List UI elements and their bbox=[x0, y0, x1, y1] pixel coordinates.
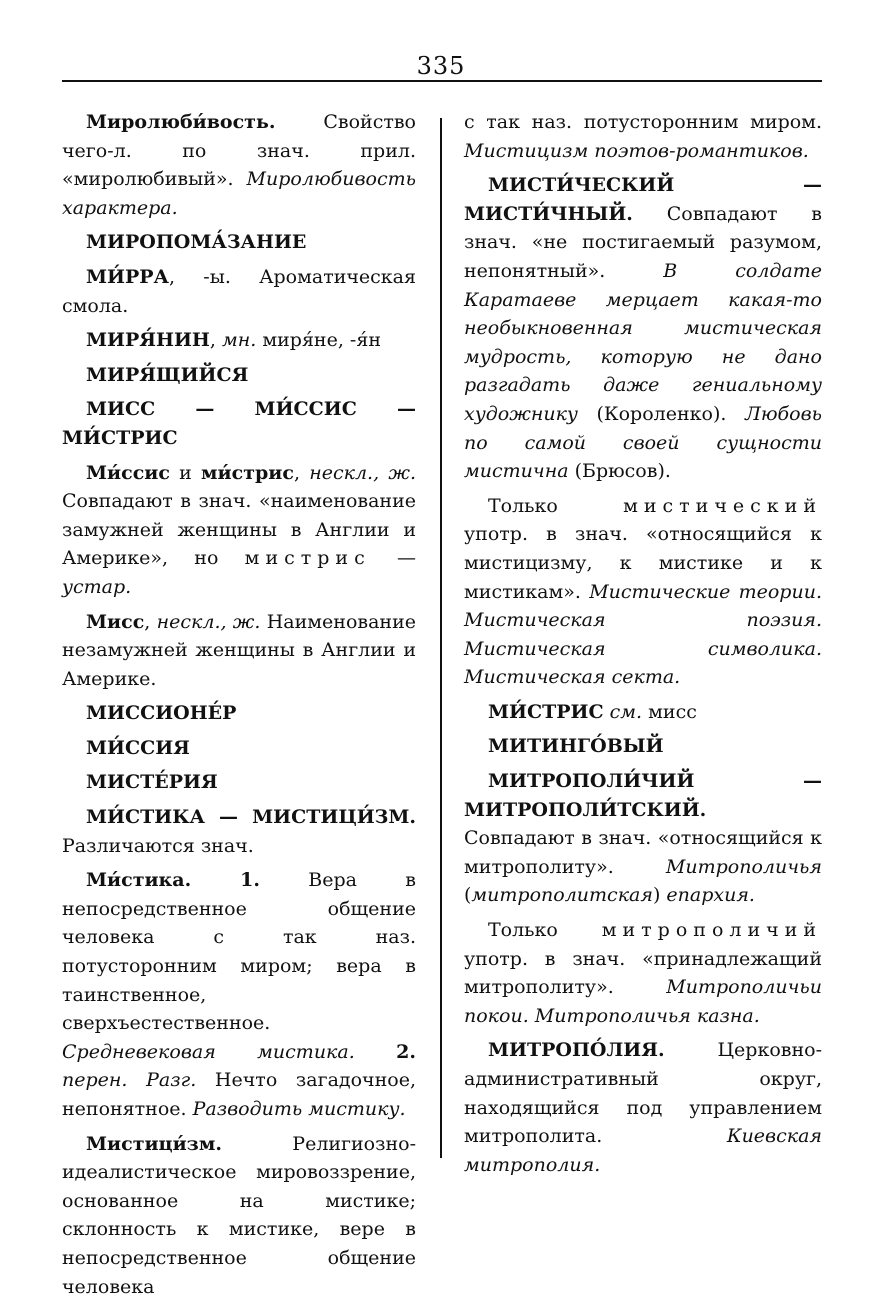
headword: МИ́СТИКА — МИСТИЦИ́ЗМ. bbox=[86, 806, 416, 829]
dictionary-entry bbox=[464, 492, 822, 692]
headword: МИРЯ́НИН bbox=[86, 329, 210, 352]
definition-text: Совпадают в знач. «не постигаемый разумом, непонятный». bbox=[464, 202, 822, 282]
headword: ми́стрис bbox=[201, 461, 294, 484]
dictionary-entry bbox=[62, 699, 416, 728]
definition-text: , bbox=[144, 610, 157, 633]
column-divider bbox=[440, 118, 442, 1158]
headword: МИ́ССИЯ bbox=[86, 736, 190, 759]
headword: МИРОПОМА́ЗАНИЕ bbox=[86, 231, 307, 254]
dictionary-entry bbox=[62, 768, 416, 797]
example-text: Киевская митрополия. bbox=[464, 1125, 822, 1176]
definition-text: (Короленко). bbox=[577, 402, 745, 425]
headword: МИТИНГО́ВЫЙ bbox=[488, 735, 664, 758]
header-rule bbox=[62, 80, 822, 82]
dictionary-entry bbox=[62, 803, 416, 860]
spaced-word: мистрис bbox=[244, 547, 371, 570]
page-number: 335 bbox=[416, 52, 466, 80]
dictionary-entry bbox=[62, 108, 416, 222]
headword: МИСТИ́ЧЕСКИЙ — МИСТИ́ЧНЫЙ. bbox=[464, 174, 822, 225]
headword: Мисс bbox=[86, 610, 145, 633]
example-text: см. bbox=[609, 700, 643, 723]
dictionary-entry bbox=[62, 608, 416, 694]
example-text: Любовь по самой своей сущности мистична bbox=[464, 402, 822, 483]
definition-text: Различаются знач. bbox=[62, 834, 254, 857]
dictionary-entry bbox=[62, 734, 416, 763]
dictionary-entry bbox=[62, 361, 416, 390]
example-text: перен. Разг. bbox=[62, 1069, 197, 1092]
headword: Ми́ссис bbox=[86, 461, 170, 484]
definition-text: мисс bbox=[642, 700, 697, 723]
dictionary-entry bbox=[464, 732, 822, 761]
definition-text: ) bbox=[652, 884, 667, 907]
right-column bbox=[464, 108, 822, 1185]
dictionary-entry bbox=[464, 767, 822, 910]
headword: МИ́РРА bbox=[86, 265, 170, 288]
dictionary-entry bbox=[62, 1130, 416, 1302]
dictionary-entry bbox=[62, 459, 416, 602]
headword: Мистици́зм. bbox=[86, 1132, 222, 1155]
definition-text: , bbox=[209, 329, 222, 352]
headword: МИТРОПО́ЛИЯ. bbox=[488, 1039, 665, 1062]
example-text: Разводить мистику. bbox=[192, 1098, 406, 1120]
example-text: Мистицизм поэтов-романтиков. bbox=[464, 139, 809, 162]
definition-text: употр. в знач. «принадлежащий митрополиту». bbox=[464, 947, 822, 999]
headword: МИ́СТРИС bbox=[488, 700, 604, 723]
example-text: нескл., ж. bbox=[309, 461, 416, 484]
spaced-word: митрополичий bbox=[601, 919, 822, 942]
definition-text: (Брюсов). bbox=[568, 460, 671, 483]
example-text: Миролюбивость характера. bbox=[62, 168, 416, 219]
dictionary-entry bbox=[62, 263, 416, 320]
definition-text: с так наз. потусторонним миром. bbox=[464, 111, 822, 133]
dictionary-entry bbox=[62, 228, 416, 257]
example-text: Митрополичьи покои. Митрополичья казна. bbox=[464, 976, 822, 1027]
dictionary-entry bbox=[464, 1036, 822, 1179]
definition-text: Совпадают в знач. «наименование замужней женщины в Англии и Америке», но bbox=[62, 490, 416, 570]
definition-text bbox=[355, 1041, 396, 1063]
dictionary-entry bbox=[62, 866, 416, 1123]
definition-text: , -ы. Ароматическая смола. bbox=[62, 265, 416, 317]
example-text: мн. bbox=[221, 329, 257, 352]
dictionary-entry bbox=[62, 395, 416, 452]
definition-text: Совпадают в знач. «относящийся к митрополиту». bbox=[464, 827, 822, 878]
definition-text: Только bbox=[488, 919, 602, 942]
definition-text: Вера в непосредственное общение человека с так наз. потусторонним миром; вера в таинственное, сверхъестественное. bbox=[62, 869, 416, 1035]
dictionary-entry bbox=[62, 326, 416, 355]
headword: МИТРОПОЛИ́ЧИЙ — МИТРОПОЛИ́ТСКИЙ. bbox=[464, 770, 822, 821]
definition-text: Наименование незамужней женщины в Англии и Америке. bbox=[62, 610, 416, 690]
example-text: Митрополичья bbox=[665, 855, 822, 878]
definition-text: Нечто загадочное, непонятное. bbox=[62, 1069, 416, 1120]
headword: МИРЯ́ЩИЙСЯ bbox=[86, 363, 249, 386]
headword: МИССИОНЕ́Р bbox=[86, 702, 237, 725]
dictionary-entry bbox=[464, 171, 822, 486]
headword: Миролюби́вость. bbox=[86, 111, 276, 133]
headword: 2. bbox=[396, 1040, 417, 1063]
definition-text: и bbox=[169, 461, 202, 484]
definition-text: ( bbox=[464, 884, 472, 907]
definition-text: Свойство чего-л. по знач. прил. «миролюбивый». bbox=[62, 111, 416, 191]
headword: МИСС — МИ́ССИС — МИ́СТРИС bbox=[62, 398, 416, 449]
definition-text: миря́не, -я́н bbox=[256, 329, 381, 352]
example-text: митрополитская bbox=[471, 884, 653, 907]
spaced-word: мистический bbox=[623, 494, 822, 517]
example-text: В солдате Каратаеве мерцает какая-то необыкновенная мистическая мудрость, которую не дано разгадать даже гениальному художнику bbox=[464, 259, 823, 425]
definition-text: , bbox=[293, 461, 310, 484]
example-text: епархия. bbox=[666, 884, 755, 907]
headword: МИСТЕ́РИЯ bbox=[86, 771, 218, 794]
example-text: Мистические теории. Мистическая поэзия. Мистическая символика. Мистическая секта. bbox=[464, 580, 822, 689]
definition-text: употр. в знач. «относящийся к мистицизму, к мистике и к мистикам». bbox=[464, 523, 822, 603]
example-text: устар. bbox=[62, 575, 132, 598]
definition-text: Церковно-административный округ, находящийся под управлением митрополита. bbox=[464, 1039, 822, 1148]
definition-text: — bbox=[370, 547, 417, 570]
definition-text: Только bbox=[488, 494, 624, 517]
dictionary-entry bbox=[464, 108, 822, 165]
example-text: нескл., ж. bbox=[156, 610, 261, 633]
dictionary-entry bbox=[464, 698, 822, 727]
left-column bbox=[62, 108, 416, 1307]
definition-text: Религиозно-идеалистическое мировоззрение, основанное на мистике; склонность к мистике, вере в непосредственное общение человека bbox=[62, 1132, 416, 1298]
headword: Ми́стика. 1. bbox=[86, 869, 260, 892]
example-text: Средневековая мистика. bbox=[62, 1040, 355, 1063]
dictionary-entry bbox=[464, 916, 822, 1030]
